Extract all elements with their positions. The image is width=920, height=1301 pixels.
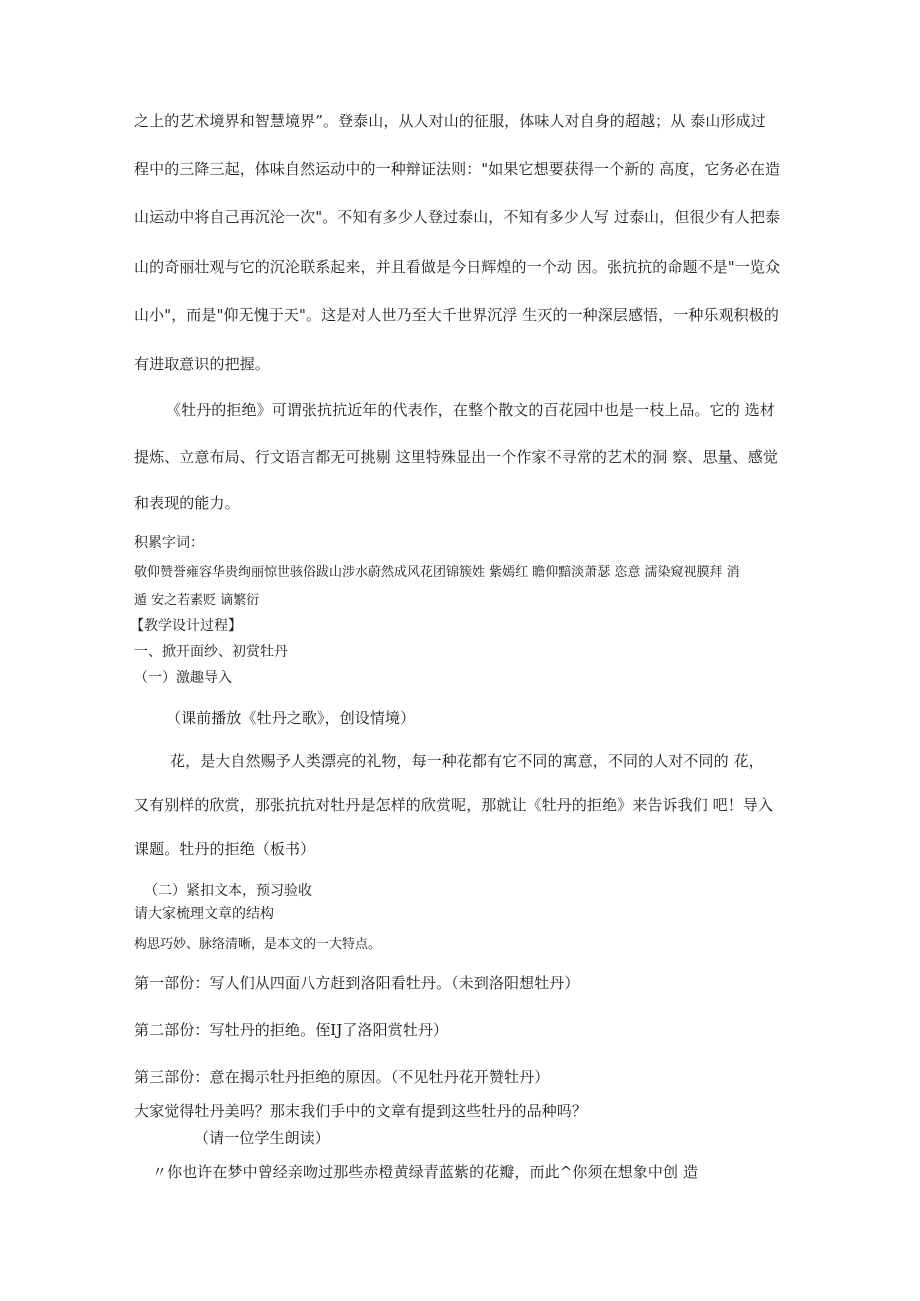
taishan-line-5: 山小"，而是"仰无愧于天"。这是对人世乃至大千世界沉浮 生灭的一种深层感悟，一种乐观积极的 [134, 306, 779, 324]
structure-part-1: 第一部份：写人们从四面八方赶到洛阳看牡丹。（未到洛阳想牡丹） [134, 974, 580, 992]
peony-line-2: 提炼、立意布局、行文语言都无可挑剔 这里特殊显出一个作家不寻常的艺术的洞 察、思量、感觉 [134, 448, 778, 466]
taishan-line-2: 程中的三降三起，体味自然运动中的一种辩证法则："如果它想要获得一个新的 高度，它务必在造 [134, 160, 781, 178]
stage-note-2: （请一位学生朗读） [194, 1129, 330, 1147]
reading-quote: 〃你也许在梦中曾经亲吻过那些赤橙黄绿青蓝紫的花瓣，而此^你须在想象中创 造 [152, 1163, 699, 1181]
vocab-line-1: 敬仰赞誉雍容华贵绚丽惊世骇俗跋山涉水蔚然成风花团锦簇姓 紫嫣红 瞻仰黯淡萧瑟 恣意 濡染窥视膜拜 消 [134, 565, 740, 580]
stage-note-1: （课前播放《牡丹之歌》，创设情境） [166, 709, 416, 727]
subsection-heading-1: （一）激趣导入 [134, 670, 232, 686]
section-heading-1: 一、掀开面纱、初赏牡丹 [134, 644, 288, 660]
taishan-line-3: 山运动中将自己再沉沦一次"。不知有多少人登过泰山，不知有多少人写 过泰山，但很少有人把泰 [134, 208, 781, 226]
taishan-line-6: 有进取意识的把握。 [134, 355, 270, 373]
structure-note: 构思巧妙、脉络清晰，是本文的一大特点。 [134, 937, 382, 952]
discussion-question: 大家觉得牡丹美吗？那末我们手中的文章有提到这些牡丹的品种吗？ [134, 1102, 588, 1120]
subsection-heading-2: （二）紧扣文本，预习验收 [144, 883, 312, 899]
intro-line-1: 花，是大自然赐予人类漂亮的礼物，每一种花都有它不同的寓意，不同的人对不同的 花， [170, 752, 764, 770]
vocab-line-2: 遁 安之若素贬 谪繁衍 [134, 593, 260, 608]
peony-line-1: 《牡丹的拒绝》可谓张抗抗近年的代表作，在整个散文的百花园中也是一枝上品。它的 选材 [166, 401, 775, 419]
vocab-label: 积累字词： [134, 535, 204, 551]
structure-prompt: 请大家梳理文章的结构 [134, 906, 274, 922]
taishan-line-4: 山的奇丽壮观与它的沉沦联系起来，并且看做是今日辉煌的一个动 因。张抗抗的命题不是"一览众 [134, 258, 781, 276]
intro-line-2: 又有别样的欣赏，那张抗抗对牡丹是怎样的欣赏呢，那就让《牡丹的拒绝》来告诉我们 吧！导入 [134, 796, 774, 814]
teaching-header: 【教学设计过程】 [130, 618, 242, 634]
structure-part-2: 第二部份：写牡丹的拒绝。侄IJ了洛阳赏牡丹） [134, 1021, 449, 1039]
intro-line-3: 课题。牡丹的拒绝（板书） [134, 840, 316, 858]
peony-line-3: 和表现的能力。 [134, 494, 240, 512]
taishan-line-1: 之上的艺术境界和智慧境界”。登泰山，从人对山的征服，体味人对自身的超越；从 泰山形成过 [134, 112, 766, 130]
structure-part-3: 第三部份：意在揭示牡丹拒绝的原因。（不见牡丹花开赞牡丹） [134, 1068, 550, 1086]
